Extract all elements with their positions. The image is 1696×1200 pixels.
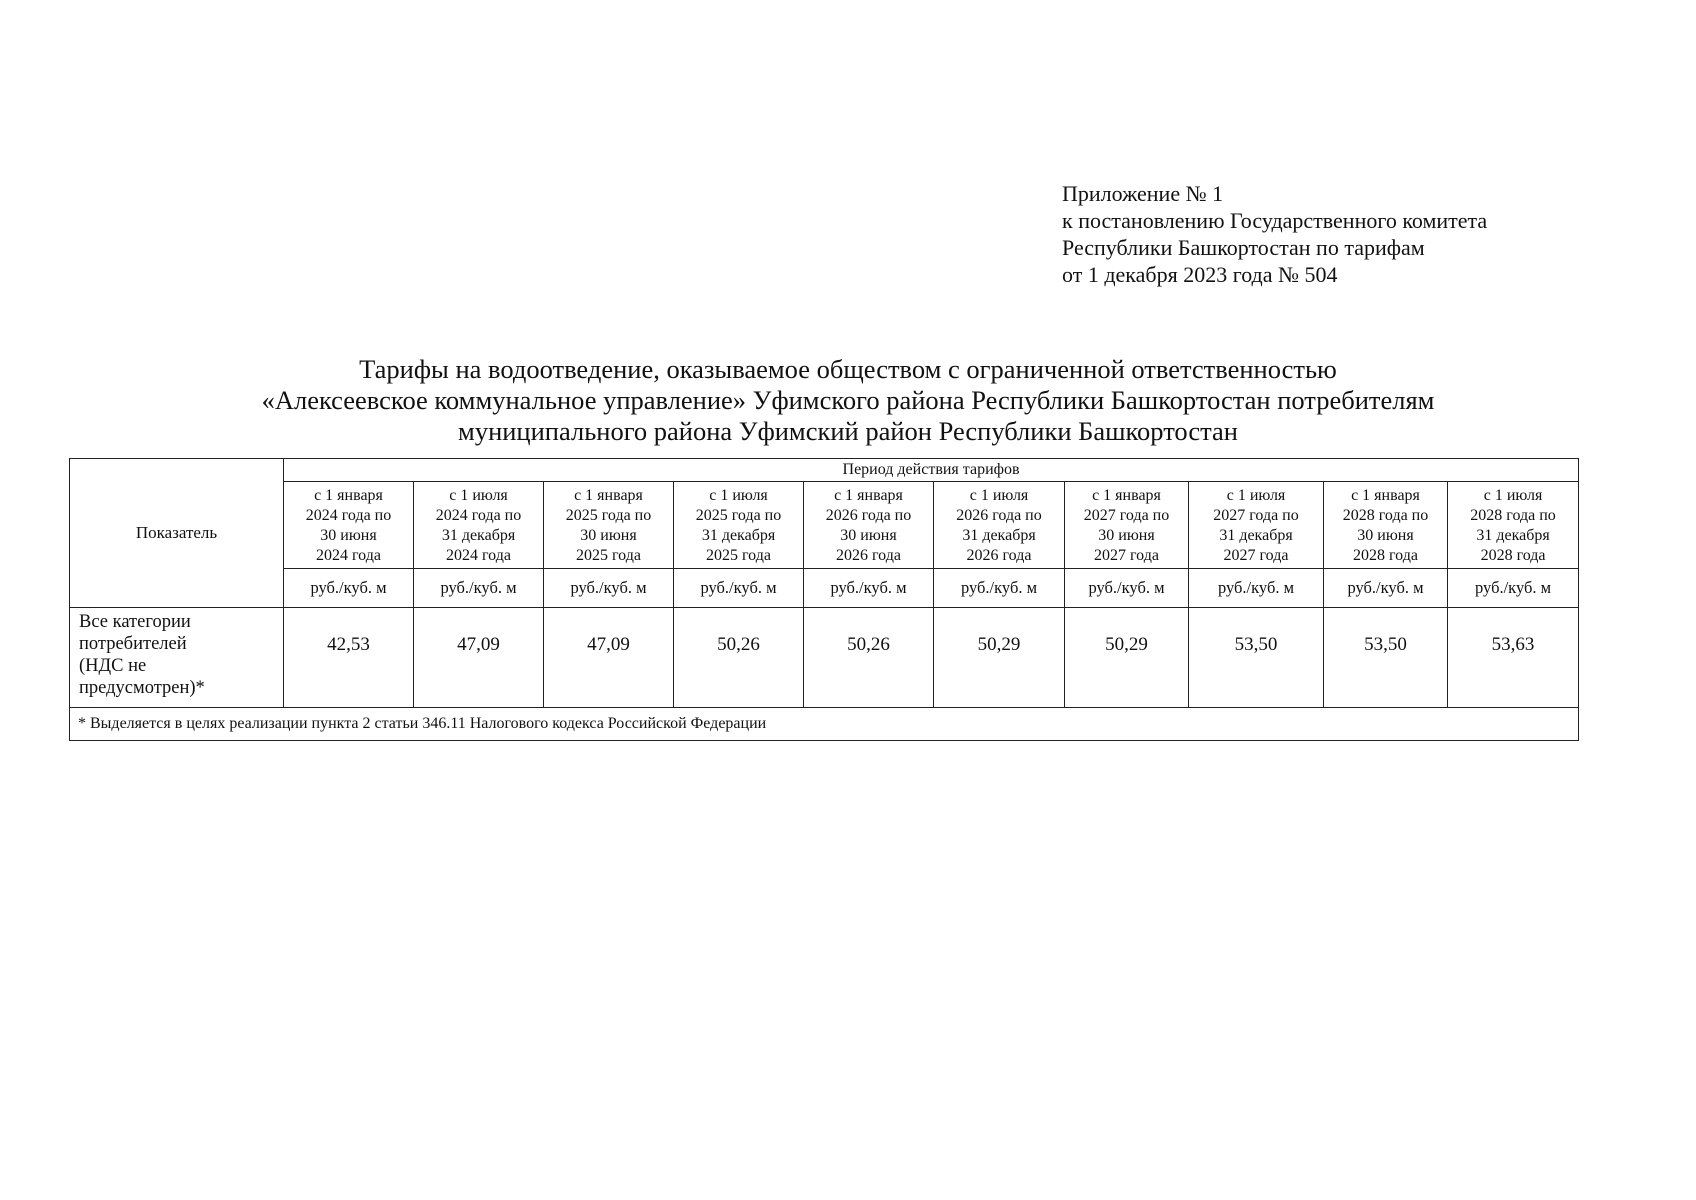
period-line: 2027 года: [1223, 547, 1289, 564]
period-line: с 1 июля: [709, 487, 768, 504]
period-header: Период действия тарифов: [284, 459, 1579, 482]
unit-cell: руб./куб. м: [284, 569, 414, 608]
tariff-value-cell: 42,53: [284, 608, 414, 708]
period-line: 2027 года: [1094, 547, 1159, 564]
period-line: с 1 июля: [1483, 487, 1543, 504]
period-line: 2024 года: [446, 547, 511, 564]
period-line: с 1 июля: [1226, 487, 1286, 504]
unit-cell: руб./куб. м: [1448, 569, 1579, 608]
footnote: * Выделяется в целях реализации пункта 2 статьи 346.11 Налогового кодекса Российской Федерации: [70, 708, 1579, 741]
period-line: 2026 года: [966, 547, 1032, 564]
period-line: 2025 года: [576, 547, 641, 564]
period-header-cell: [1448, 482, 1579, 569]
period-line: с 1 июля: [969, 487, 1029, 504]
tariff-value-cell: 50,26: [804, 608, 934, 708]
period-line: 30 июня: [840, 527, 897, 544]
appendix-line: Республики Башкортостан по тарифам: [1062, 235, 1425, 260]
period-line: 30 июня: [1357, 527, 1414, 544]
unit-cell: руб./куб. м: [414, 569, 544, 608]
period-line: с 1 января: [834, 487, 903, 504]
period-line: 2024 года по: [435, 507, 522, 524]
period-line: 2028 года: [1480, 547, 1546, 564]
row-label-line: предусмотрен)*: [79, 678, 205, 698]
unit-cell: руб./куб. м: [544, 569, 674, 608]
tariff-value-cell: 50,26: [674, 608, 804, 708]
tariff-table: [69, 458, 1579, 741]
tariff-value-cell: 53,50: [1324, 608, 1448, 708]
period-header-cell: [544, 482, 674, 569]
period-header-cell: [1189, 482, 1324, 569]
period-line: 2025 года: [706, 547, 771, 564]
period-header-cell: [414, 482, 544, 569]
period-line: 30 июня: [320, 527, 377, 544]
row-label-line: Все категории: [79, 612, 191, 632]
period-line: с 1 января: [574, 487, 643, 504]
period-line: 2028 года по: [1470, 507, 1556, 524]
period-line: с 1 января: [1351, 487, 1420, 504]
period-header-cell: [674, 482, 804, 569]
period-header-cell: [1324, 482, 1448, 569]
period-line: с 1 января: [314, 487, 383, 504]
title-line: Тарифы на водоотведение, оказываемое обществом с ограниченной ответственностью: [359, 354, 1337, 384]
period-line: 2025 года по: [565, 507, 652, 524]
period-line: 2028 года: [1353, 547, 1418, 564]
period-line: 2027 года по: [1083, 507, 1170, 524]
period-line: 30 июня: [580, 527, 637, 544]
unit-cell: руб./куб. м: [1189, 569, 1324, 608]
row-label-line: потребителей: [79, 634, 187, 654]
period-line: 2026 года по: [825, 507, 912, 524]
period-line: 31 декабря: [701, 527, 776, 544]
period-line: 31 декабря: [441, 527, 516, 544]
title-line: «Алексеевское коммунальное управление» Уфимского района Республики Башкортостан потребителям: [261, 385, 1435, 415]
period-line: 30 июня: [1098, 527, 1155, 544]
period-line: 2025 года по: [695, 507, 782, 524]
indicator-header: Показатель: [70, 459, 284, 608]
period-line: с 1 января: [1092, 487, 1161, 504]
tariff-value-cell: 47,09: [544, 608, 674, 708]
appendix-block: [1062, 180, 1487, 288]
period-header-cell: [1065, 482, 1189, 569]
period-header-cell: [284, 482, 414, 569]
row-label: [70, 608, 284, 708]
unit-cell: руб./куб. м: [804, 569, 934, 608]
tariff-value-cell: 53,50: [1189, 608, 1324, 708]
unit-cell: руб./куб. м: [1324, 569, 1448, 608]
tariff-value-cell: 50,29: [1065, 608, 1189, 708]
tariff-value-cell: 50,29: [934, 608, 1065, 708]
appendix-line: Приложение № 1: [1062, 181, 1224, 206]
unit-cell: руб./куб. м: [1065, 569, 1189, 608]
period-header-cell: [934, 482, 1065, 569]
tariff-value-cell: 53,63: [1448, 608, 1579, 708]
title-line: муниципального района Уфимский район Республики Башкортостан: [458, 416, 1238, 446]
period-line: 2028 года по: [1342, 507, 1429, 524]
period-line: 2026 года: [836, 547, 901, 564]
period-line: 31 декабря: [962, 527, 1036, 544]
unit-cell: руб./куб. м: [674, 569, 804, 608]
period-line: с 1 июля: [449, 487, 508, 504]
appendix-line: от 1 декабря 2023 года № 504: [1062, 262, 1338, 287]
document-title: [0, 354, 1696, 447]
row-label-line: (НДС не: [79, 656, 147, 676]
period-line: 2024 года: [316, 547, 381, 564]
period-line: 2027 года по: [1213, 507, 1299, 524]
period-line: 31 декабря: [1476, 527, 1550, 544]
period-line: 31 декабря: [1219, 527, 1293, 544]
tariff-value-cell: 47,09: [414, 608, 544, 708]
period-line: 2026 года по: [956, 507, 1042, 524]
period-line: 2024 года по: [305, 507, 392, 524]
appendix-line: к постановлению Государственного комитета: [1062, 208, 1488, 233]
unit-cell: руб./куб. м: [934, 569, 1065, 608]
period-header-cell: [804, 482, 934, 569]
